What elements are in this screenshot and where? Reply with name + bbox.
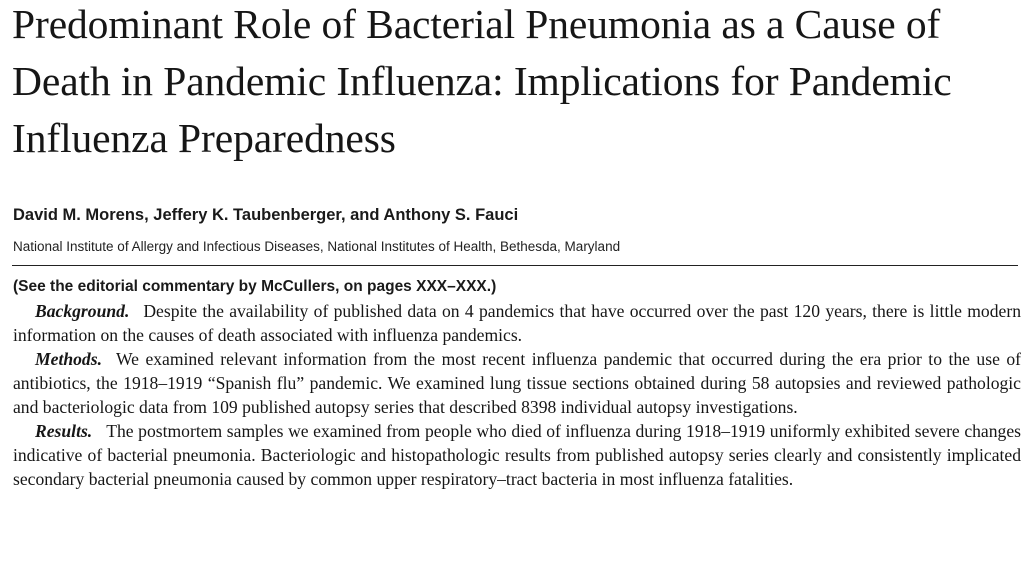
background-heading: Background. bbox=[35, 301, 130, 321]
article-title: Predominant Role of Bacterial Pneumonia as a Cause of Death in Pandemic Influenza: Implications for Pandemic Influenza Preparedness bbox=[12, 1, 952, 161]
author-affiliation: National Institute of Allergy and Infectious Diseases, National Institutes of Health, Bethesda, Maryland bbox=[13, 239, 621, 254]
abstract-results bbox=[13, 419, 1021, 491]
abstract bbox=[13, 299, 1021, 491]
methods-text: We examined relevant information from the most recent influenza pandemic that occurred during the era prior to the use of antibiotics, the 1918–1919 “Spanish flu” pandemic. We examined lung tissue sections obtained during 58 autopsies and reviewed pathologic and bacteriologic data from 109 published autopsy series that described 8398 individual autopsy investigations. bbox=[13, 349, 1021, 417]
abstract-background bbox=[13, 299, 1021, 347]
methods-heading: Methods. bbox=[35, 349, 102, 369]
editorial-commentary-note: (See the editorial commentary by McCullers, on pages XXX–XXX.) bbox=[13, 278, 497, 295]
background-text: Despite the availability of published data on 4 pandemics that have occurred over the past 120 years, there is little modern information on the causes of death associated with influenza pandemics. bbox=[13, 301, 1021, 345]
section-divider bbox=[12, 265, 1018, 266]
abstract-methods bbox=[13, 347, 1021, 419]
results-heading: Results. bbox=[35, 421, 93, 441]
author-list: David M. Morens, Jeffery K. Taubenberger, and Anthony S. Fauci bbox=[13, 206, 519, 224]
results-text: The postmortem samples we examined from people who died of influenza during 1918–1919 uniformly exhibited severe changes indicative of bacterial pneumonia. Bacteriologic and histopathologic results from published autopsy series clearly and consistently implicated secondary bacterial pneumonia caused by common upper respiratory–tract bacteria in most influenza fatalities. bbox=[13, 421, 1021, 489]
